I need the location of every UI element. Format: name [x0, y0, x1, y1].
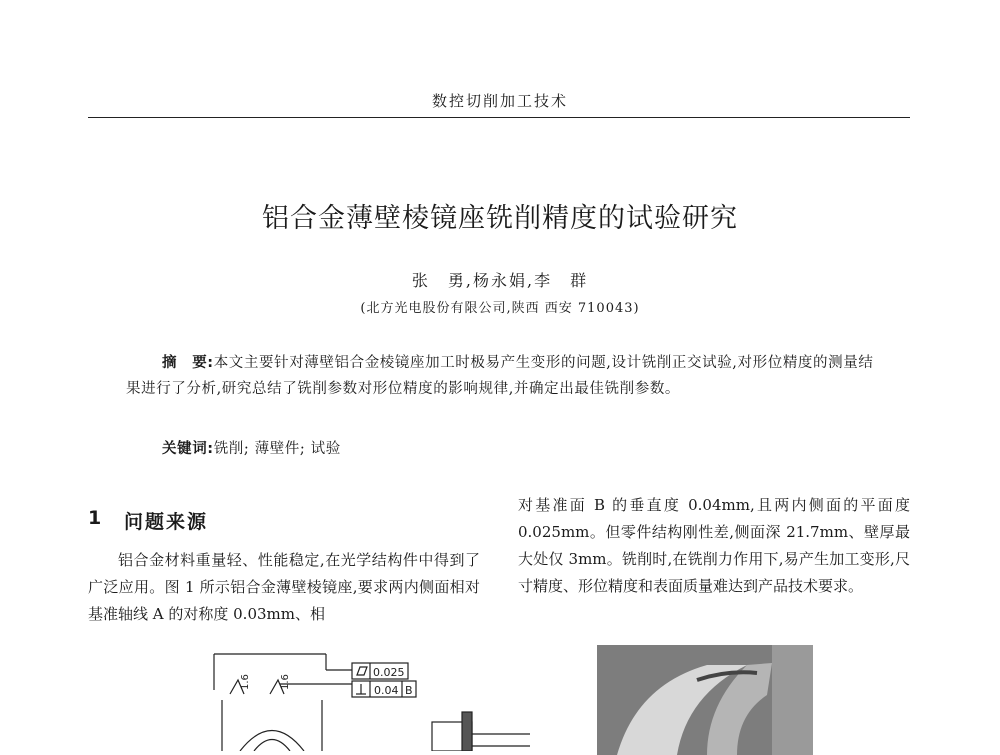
part-photo-image	[597, 645, 813, 755]
keywords-text: 铣削; 薄壁件; 试验	[213, 441, 341, 457]
article-affiliation: (北方光电股份有限公司,陕西 西安 710043)	[360, 301, 640, 316]
flatness-icon	[357, 667, 367, 675]
roughness-value-2: 1.6	[280, 674, 291, 690]
figure-drawing	[200, 650, 580, 751]
article-title: 铝合金薄壁棱镜座铣削精度的试验研究	[262, 203, 738, 234]
section-body-left: 铝合金材料重量轻、性能稳定,在光学结构件中得到了广泛应用。图 1 所示铝合金薄壁棱镜座,要求两内侧面相对基准轴线 A 的对称度 0.03mm、相	[88, 551, 480, 623]
figure-photo	[597, 645, 813, 755]
datum-label: B	[405, 684, 413, 697]
perpendicularity-value: 0.04	[374, 684, 399, 697]
section-number: 1	[88, 507, 102, 529]
flatness-value: 0.025	[373, 666, 405, 679]
abstract	[126, 350, 886, 402]
running-header: 数控切削加工技术	[431, 92, 568, 110]
abstract-label: 摘 要:	[162, 355, 214, 371]
roughness-value-1: 1.6	[240, 674, 251, 690]
header-rule	[88, 117, 910, 118]
article-authors: 张 勇,杨永娟,李 群	[411, 271, 589, 290]
abstract-text: 本文主要针对薄壁铝合金棱镜座加工时极易产生变形的问题,设计铣削正交试验,对形位精度的测量结果进行了分析,研究总结了铣削参数对形位精度的影响规律,并确定出最佳铣削参数。	[126, 355, 874, 397]
section-title: 问题来源	[124, 511, 209, 533]
keywords-label: 关键词:	[162, 441, 214, 457]
section-body-right: 对基准面 B 的垂直度 0.04mm,且两内侧面的平面度 0.025mm。但零件结构刚性差,侧面深 21.7mm、壁厚最大处仅 3mm。铣削时,在铣削力作用下,易产生加工变形,尺寸精度、形位精度和表面质量难达到产品技术要求。	[518, 496, 910, 595]
keywords	[162, 437, 341, 458]
